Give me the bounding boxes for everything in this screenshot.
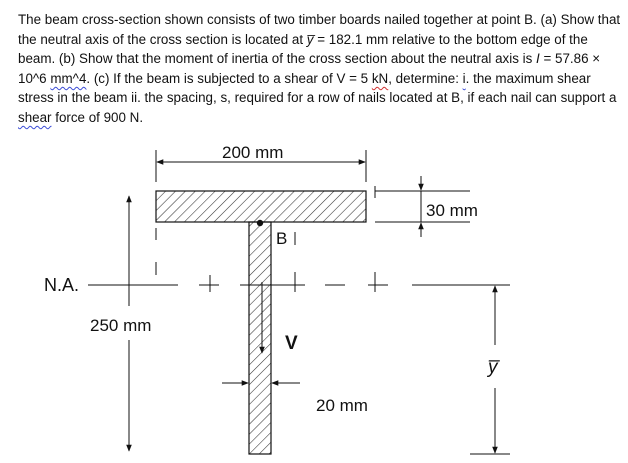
ybar-symbol: y̅ (306, 31, 314, 47)
web (249, 222, 271, 454)
problem-text-5: , determine: (388, 70, 463, 86)
word-shear: shear (18, 109, 52, 125)
flange-thickness-label: 30 mm (426, 201, 478, 220)
moment-symbol: I (536, 51, 540, 67)
ybar-label: y̅ (488, 357, 498, 378)
shear-label: V (285, 333, 298, 354)
height-dimension (90, 196, 151, 451)
web-width-dimension (222, 383, 368, 415)
problem-text-1: The beam cross-section shown consists of two timber boards nailed together at point B. (a) Show that the neutral axis of the cross section is located at (18, 12, 621, 47)
problem-text-4: . (c) If the beam is subjected to a shear of V = 5 (86, 70, 372, 86)
problem-text-6: . the maximum shear stress in the beam ii. the spacing, s, required for a row of nails located at B, if each nail can support a (18, 70, 617, 106)
neutral-axis-label: N.A. (44, 275, 80, 295)
width-label: 200 mm (222, 143, 284, 162)
problem-text-7: force of 900 N. (51, 109, 144, 125)
point-b-marker (257, 220, 263, 226)
top-flange (156, 191, 366, 222)
unit-mm4: mm^4 (50, 70, 87, 86)
width-dimension (156, 143, 366, 182)
ybar-dimension (470, 286, 510, 454)
point-b-label: B (276, 229, 288, 248)
unit-kn: kN (371, 70, 389, 86)
height-label: 250 mm (90, 316, 152, 335)
roman-numeral-i: i (462, 70, 466, 86)
problem-text-3: = 57.86 × 10^6 (18, 51, 601, 86)
flange-thickness-dimension (375, 176, 478, 237)
problem-text-2: = 182.1 mm relative to the bottom edge of the beam. (b) Show that the moment of inertia of the cross section about the neutral axis is (18, 31, 588, 67)
neutral-axis (44, 275, 510, 295)
web-width-label: 20 mm (316, 396, 368, 415)
